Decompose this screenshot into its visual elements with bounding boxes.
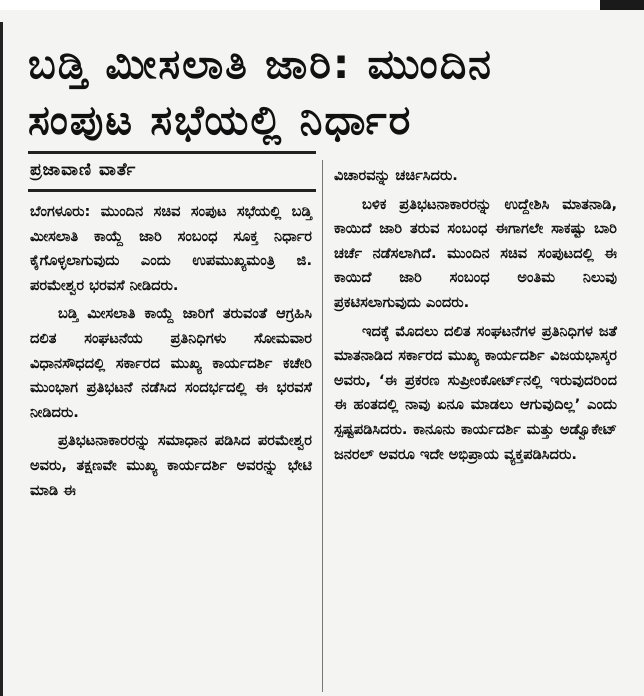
col1-paragraph-3: ಪ್ರತಿಭಟನಾಕಾರರನ್ನು ಸಮಾಧಾನ ಪಡಿಸಿದ ಪರಮೇಶ್ವರ ಅವರು, ತಕ್ಷಣವೇ ಮುಖ್ಯ ಕಾರ್ಯದರ್ಶಿ ಅವರನ್ನು ಭೇಟಿ ಮಾಡಿ ಈ (30, 432, 312, 499)
col1-paragraph-2: ಬಡ್ತಿ ಮೀಸಲಾತಿ ಕಾಯ್ದೆ ಜಾರಿಗೆ ತರುವಂತೆ ಆಗ್ರಹಿಸಿ ದಲಿತ ಸಂಘಟನೆಯ ಪ್ರತಿನಿಧಿಗಳು ಸೋಮವಾರ ವಿಧಾನಸೌಧದಲ್ಲಿ ಸರ್ಕಾರದ ಮುಖ್ಯ ಕಾರ್ಯದರ್ಶಿ ಕಚೇರಿ ಮುಂಭಾಗ ಪ್ರತಿಭಟನೆ ನಡೆಸಿದ ಸಂದರ್ಭದಲ್ಲಿ ಈ ಭರವಸೆ ನೀಡಿದರು. (30, 305, 312, 421)
column-divider (322, 160, 323, 692)
byline: ಪ್ರಜಾವಾಣಿ ವಾರ್ತೆ (30, 160, 137, 180)
article-column-2 (334, 164, 617, 471)
headline-line-2: ಸಂಪುಟ ಸಭೆಯಲ್ಲಿ ನಿರ್ಧಾರ (28, 96, 413, 144)
left-margin-rule (0, 22, 3, 696)
scan-dark-corner (600, 0, 644, 10)
col2-paragraph-3: ಇದಕ್ಕೆ ಮೊದಲು ದಲಿತ ಸಂಘಟನೆಗಳ ಪ್ರತಿನಿಧಿಗಳ ಜತೆ ಮಾತನಾಡಿದ ಸರ್ಕಾರದ ಮುಖ್ಯ ಕಾರ್ಯದರ್ಶಿ ವಿಜಯಭಾಸ್ಕರ ಅವರು, ‘ಈ ಪ್ರಕರಣ ಸುಪ್ರೀಂಕೋರ್ಟ್‌ನಲ್ಲಿ ಇರುವುದರಿಂದ ಈ ಹಂತದಲ್ಲಿ ನಾವು ಏನೂ ಮಾಡಲು ಆಗುವುದಿಲ್ಲ’ ಎಂದು ಸ್ಪಷ್ಟಪಡಿಸಿದರು. ಕಾನೂನು ಕಾರ್ಯದರ್ಶಿ ಮತ್ತು ಅಡ್ವೊಕೇಟ್ ಜನರಲ್ ಅವರೂ ಇದೇ ಅಭಿಪ್ರಾಯ ವ್ಯಕ್ತಪಡಿಸಿದರು. (334, 322, 617, 463)
byline-top-rule (28, 151, 316, 154)
byline-bottom-rule (28, 189, 316, 192)
col2-paragraph-2: ಬಳಿಕ ಪ್ರತಿಭಟನಾಕಾರರನ್ನು ಉದ್ದೇಶಿಸಿ ಮಾತನಾಡಿ, ಕಾಯಿದೆ ಜಾರಿ ತರುವ ಸಂಬಂಧ ಈಗಾಗಲೇ ಸಾಕಷ್ಟು ಬಾರಿ ಚರ್ಚೆ ನಡೆಸಲಾಗಿದೆ. ಮುಂದಿನ ಸಚಿವ ಸಂಪುಟದಲ್ಲಿ ಈ ಕಾಯಿದೆ ಜಾರಿ ಸಂಬಂಧ ಅಂತಿಮ ನಿಲುವು ಪ್ರಕಟಿಸಲಾಗುವುದು ಎಂದರು. (334, 195, 617, 311)
scan-top-edge (0, 0, 644, 10)
headline-line-1: ಬಡ್ತಿ ಮೀಸಲಾತಿ ಜಾರಿ: ಮುಂದಿನ (28, 40, 493, 88)
col1-paragraph-1: ಬೆಂಗಳೂರು: ಮುಂದಿನ ಸಚಿವ ಸಂಪುಟ ಸಭೆಯಲ್ಲಿ ಬಡ್ತಿ ಮೀಸಲಾತಿ ಕಾಯ್ದೆ ಜಾರಿ ಸಂಬಂಧ ಸೂಕ್ತ ನಿರ್ಧಾರ ಕೈಗೊಳ್ಳಲಾಗುವುದು ಎಂದು ಉಪಮುಖ್ಯಮಂತ್ರಿ ಜಿ. ಪರಮೇಶ್ವರ ಭರವಸೆ ನೀಡಿದರು. (30, 203, 312, 294)
article-column-1 (30, 200, 312, 507)
col2-paragraph-1: ವಿಚಾರವನ್ನು ಚರ್ಚಿಸಿದರು. (334, 167, 458, 184)
headline (28, 36, 628, 148)
